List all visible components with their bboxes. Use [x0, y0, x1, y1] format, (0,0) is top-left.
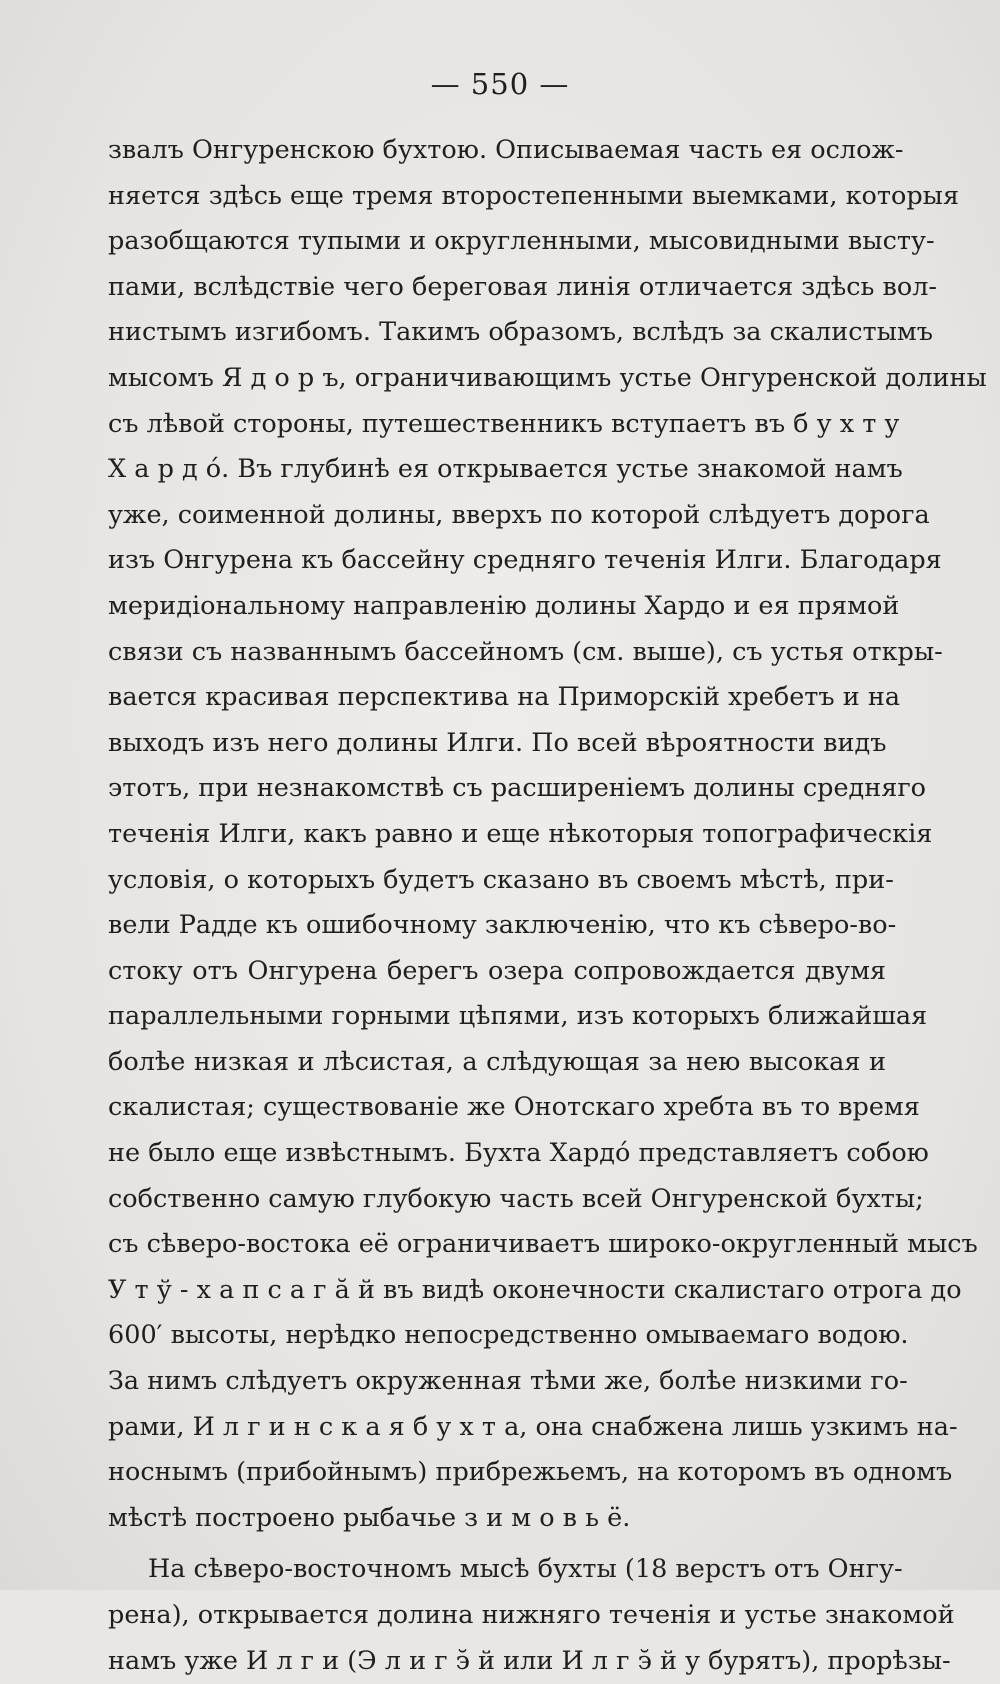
text-line: звалъ Онгуренскою бухтою. Описываемая часть ея ослож- — [108, 135, 904, 165]
text-line: намъ уже И л г и (Э л и г э̆ й или И л г э̆ й у бурятъ), прорѣзы- — [108, 1645, 951, 1676]
text-line: параллельными горными цѣпями, изъ которыхъ ближайшая — [108, 1001, 928, 1032]
text-line: 600′ высоты, нерѣдко непосредственно омываемаго водою. — [108, 1320, 909, 1351]
text-line: пами, вслѣдствіе чего береговая линія отличается здѣсь вол- — [108, 271, 938, 302]
text-line: На сѣверо-восточномъ мысѣ бухты (18 верстъ отъ Онгу- — [148, 1554, 903, 1585]
text-line: Х а р д о́. Въ глубинѣ ея открывается устье знакомой намъ — [108, 454, 903, 485]
text-line: этотъ, при незнакомствѣ съ расширеніемъ долины средняго — [108, 773, 927, 804]
text-line: съ сѣверо-востока её ограничиваетъ широко-округленный мысъ — [108, 1229, 978, 1260]
paragraph-1 — [108, 128, 987, 1541]
text-line: мѣстѣ построено рыбачье з и м о в ь ё. — [108, 1502, 631, 1533]
text-line: нистымъ изгибомъ. Такимъ образомъ, вслѣдъ за скалистымъ — [108, 317, 933, 348]
paragraph-2 — [108, 1547, 955, 1684]
text-line: рами, И л г и н с к а я б у х т а, она снабжена лишь узкимъ на- — [108, 1411, 958, 1442]
page-number: — 550 — — [430, 67, 570, 101]
text-line: условія, о которыхъ будетъ сказано въ своемъ мѣстѣ, при- — [108, 864, 894, 895]
text-line: вели Радде къ ошибочному заключенію, что къ сѣверо-во- — [108, 910, 897, 941]
text-line: выходъ изъ него долины Илги. По всей вѣроятности видъ — [108, 727, 887, 758]
text-line: теченія Илги, какъ равно и еще нѣкоторыя топографическія — [108, 818, 933, 849]
text-line: изъ Онгурена къ бассейну средняго теченія Илги. Благодаря — [108, 545, 942, 576]
body-text — [108, 128, 987, 1684]
text-line: не было еще извѣстнымъ. Бухта Хардо́ представляетъ собою — [108, 1138, 929, 1169]
text-line: вается красивая перспектива на Приморскій хребетъ и на — [108, 682, 901, 713]
text-line: За нимъ слѣдуетъ окруженная тѣми же, болѣе низкими го- — [108, 1366, 908, 1397]
text-line: связи съ названнымъ бассейномъ (см. выше), съ устья откры- — [108, 636, 943, 667]
text-line: стоку отъ Онгурена берегъ озера сопровождается двумя — [108, 955, 886, 986]
text-line: меридіональному направленію долины Хардо и ея прямой — [108, 590, 900, 621]
text-line: носнымъ (прибойнымъ) прибрежьемъ, на которомъ въ одномъ — [108, 1457, 953, 1488]
text-line: уже, соименной долины, вверхъ по которой слѣдуетъ дорога — [108, 499, 930, 530]
text-line: разобщаются тупыми и округленными, мысовидными высту- — [108, 226, 935, 257]
text-line: болѣе низкая и лѣсистая, а слѣдующая за нею высокая и — [108, 1046, 886, 1077]
text-line: рена), открывается долина нижняго теченія и устье знакомой — [108, 1600, 955, 1630]
text-line: няется здѣсь еще тремя второстепенными выемками, которыя — [108, 180, 960, 211]
text-line: собственно самую глубокую часть всей Онгуренской бухты; — [108, 1183, 924, 1214]
text-line: скалистая; существованіе же Онотскаго хребта въ то время — [108, 1092, 920, 1123]
text-line: У т ў - х а п с а г ӑ й въ видѣ оконечности скалистаго отрога до — [108, 1274, 962, 1305]
text-line: съ лѣвой стороны, путешественникъ вступаетъ въ б у х т у — [108, 408, 900, 439]
text-line: мысомъ Я д о р ъ, ограничивающимъ устье Онгуренской долины — [108, 362, 987, 393]
